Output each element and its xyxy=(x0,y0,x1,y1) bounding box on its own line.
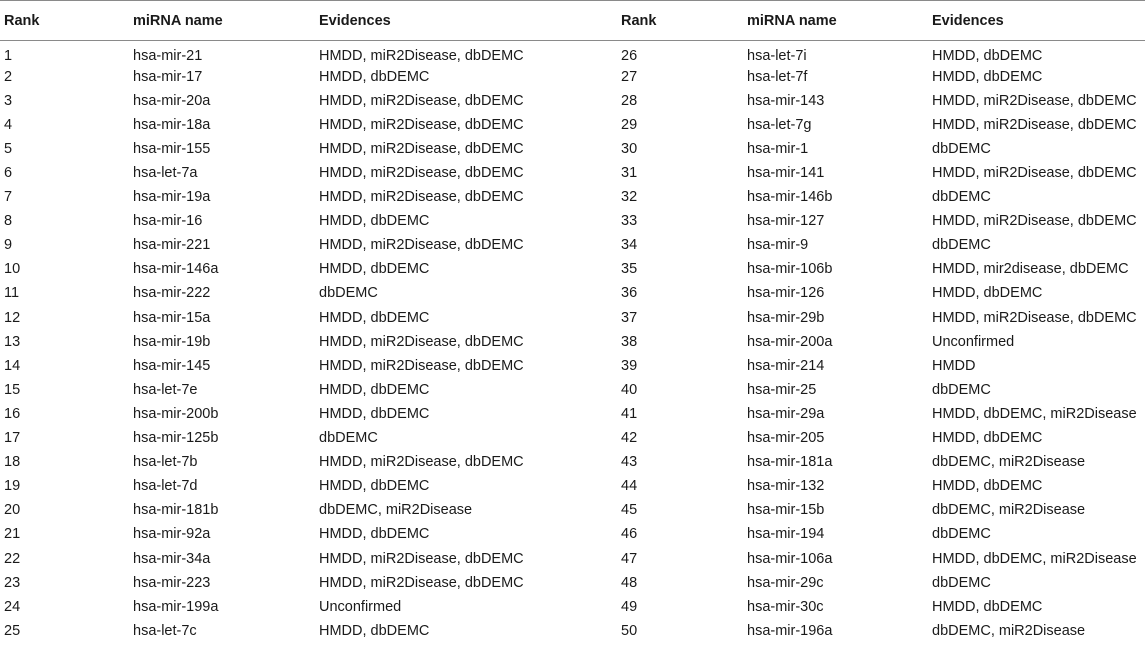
mirna-name-cell: hsa-let-7c xyxy=(133,622,197,639)
table-row xyxy=(0,185,1145,209)
evidences-cell: HMDD, dbDEMC xyxy=(319,381,430,398)
table-row xyxy=(0,113,1145,137)
mirna-name-cell: hsa-mir-29b xyxy=(747,309,825,326)
rank-cell: 35 xyxy=(621,261,638,278)
table-header xyxy=(0,1,1145,41)
evidences-cell: HMDD, miR2Disease, dbDEMC xyxy=(319,237,524,254)
mirna-name-cell: hsa-let-7e xyxy=(133,381,198,398)
table-row xyxy=(0,619,1145,643)
header-row xyxy=(0,1,1145,41)
rank-cell: 4 xyxy=(4,116,13,133)
mirna-name-cell: hsa-mir-106a xyxy=(747,550,833,567)
mirna-name-cell: hsa-mir-15a xyxy=(133,309,211,326)
table-row xyxy=(0,595,1145,619)
rank-cell: 30 xyxy=(621,140,638,157)
evidences-cell: HMDD, miR2Disease, dbDEMC xyxy=(932,165,1137,182)
mirna-name-cell: hsa-mir-214 xyxy=(747,357,825,374)
evidences-cell: HMDD, dbDEMC, miR2Disease xyxy=(932,550,1137,567)
mirna-name-cell: hsa-mir-126 xyxy=(747,285,825,302)
rank-cell: 39 xyxy=(621,357,638,374)
rank-cell: 32 xyxy=(621,189,638,206)
rank-cell: 40 xyxy=(621,381,638,398)
table-row xyxy=(0,330,1145,354)
table-row xyxy=(0,522,1145,546)
rank-cell: 34 xyxy=(621,237,638,254)
mirna-name-cell: hsa-let-7f xyxy=(747,68,808,85)
rank-cell: 8 xyxy=(4,213,13,230)
evidences-cell: dbDEMC xyxy=(932,574,991,591)
rank-cell: 43 xyxy=(621,454,638,471)
table-row xyxy=(0,402,1145,426)
table-row xyxy=(0,571,1145,595)
evidences-cell: HMDD, miR2Disease, dbDEMC xyxy=(319,92,524,109)
header-mirna-name-left: miRNA name xyxy=(129,1,315,41)
evidences-cell: HMDD, dbDEMC xyxy=(319,405,430,422)
evidences-cell: Unconfirmed xyxy=(932,333,1015,350)
evidences-cell: HMDD, dbDEMC xyxy=(932,68,1043,85)
mirna-name-cell: hsa-mir-19b xyxy=(133,333,211,350)
mirna-name-cell: hsa-mir-25 xyxy=(747,381,817,398)
rank-cell: 2 xyxy=(4,68,13,85)
rank-cell: 13 xyxy=(4,333,21,350)
mirna-name-cell: hsa-mir-155 xyxy=(133,140,211,157)
evidences-cell: HMDD, dbDEMC xyxy=(932,430,1043,447)
rank-cell: 3 xyxy=(4,92,13,109)
evidences-cell: dbDEMC xyxy=(932,526,991,543)
rank-cell: 12 xyxy=(4,309,21,326)
rank-cell: 31 xyxy=(621,165,638,182)
evidences-cell: Unconfirmed xyxy=(319,598,402,615)
mirna-name-cell: hsa-mir-18a xyxy=(133,116,211,133)
evidences-cell: HMDD, dbDEMC xyxy=(319,213,430,230)
rank-cell: 48 xyxy=(621,574,638,591)
evidences-cell: HMDD, miR2Disease, dbDEMC xyxy=(319,550,524,567)
evidences-cell: HMDD, miR2Disease, dbDEMC xyxy=(319,140,524,157)
rank-cell: 37 xyxy=(621,309,638,326)
rank-cell: 22 xyxy=(4,550,21,567)
rank-cell: 1 xyxy=(4,47,13,64)
table-row xyxy=(0,137,1145,161)
header-evidences-right: Evidences xyxy=(928,1,1145,41)
evidences-cell: HMDD, miR2Disease, dbDEMC xyxy=(319,574,524,591)
evidences-cell: HMDD, miR2Disease, dbDEMC xyxy=(319,357,524,374)
evidences-cell: HMDD, dbDEMC xyxy=(319,526,430,543)
evidences-cell: HMDD, miR2Disease, dbDEMC xyxy=(319,116,524,133)
evidences-cell: HMDD, miR2Disease, dbDEMC xyxy=(932,213,1137,230)
mirna-name-cell: hsa-mir-132 xyxy=(747,478,825,495)
rank-cell: 46 xyxy=(621,526,638,543)
evidences-cell: dbDEMC, miR2Disease xyxy=(319,502,473,519)
mirna-name-cell: hsa-mir-223 xyxy=(133,574,211,591)
rank-cell: 14 xyxy=(4,357,21,374)
header-mirna-name-right: miRNA name xyxy=(743,1,928,41)
evidences-cell: dbDEMC xyxy=(932,381,991,398)
table-row xyxy=(0,65,1145,89)
mirna-name-cell: hsa-mir-92a xyxy=(133,526,211,543)
rank-cell: 44 xyxy=(621,478,638,495)
evidences-cell: HMDD, dbDEMC xyxy=(319,261,430,278)
evidences-cell: HMDD, dbDEMC, miR2Disease xyxy=(932,405,1137,422)
header-rank-left: Rank xyxy=(0,1,129,41)
rank-cell: 24 xyxy=(4,598,21,615)
rank-cell: 7 xyxy=(4,189,13,206)
evidences-cell: HMDD, dbDEMC xyxy=(932,478,1043,495)
rank-cell: 41 xyxy=(621,405,638,422)
mirna-name-cell: hsa-mir-19a xyxy=(133,189,211,206)
rank-cell: 5 xyxy=(4,140,13,157)
mirna-name-cell: hsa-mir-194 xyxy=(747,526,825,543)
mirna-name-cell: hsa-let-7d xyxy=(133,478,198,495)
evidences-cell: HMDD, miR2Disease, dbDEMC xyxy=(319,189,524,206)
table-row xyxy=(0,426,1145,450)
table-row xyxy=(0,498,1145,522)
mirna-name-cell: hsa-let-7a xyxy=(133,165,198,182)
evidences-cell: HMDD, miR2Disease, dbDEMC xyxy=(932,92,1137,109)
mirna-name-cell: hsa-let-7i xyxy=(747,47,807,64)
rank-cell: 25 xyxy=(4,622,21,639)
rank-cell: 18 xyxy=(4,454,21,471)
rank-cell: 28 xyxy=(621,92,638,109)
mirna-name-cell: hsa-mir-146a xyxy=(133,261,219,278)
mirna-name-cell: hsa-mir-141 xyxy=(747,165,825,182)
table-row xyxy=(0,354,1145,378)
header-evidences-left: Evidences xyxy=(315,1,617,41)
rank-cell: 16 xyxy=(4,405,21,422)
rank-cell: 33 xyxy=(621,213,638,230)
rank-cell: 29 xyxy=(621,116,638,133)
mirna-name-cell: hsa-mir-196a xyxy=(747,622,833,639)
table-row xyxy=(0,41,1145,65)
mirna-name-cell: hsa-mir-221 xyxy=(133,237,211,254)
rank-cell: 36 xyxy=(621,285,638,302)
evidences-cell: HMDD, dbDEMC xyxy=(319,622,430,639)
evidences-cell: HMDD, dbDEMC xyxy=(932,285,1043,302)
rank-cell: 20 xyxy=(4,502,21,519)
evidences-cell: HMDD, miR2Disease, dbDEMC xyxy=(319,47,524,64)
mirna-name-cell: hsa-mir-205 xyxy=(747,430,825,447)
evidences-cell: HMDD, dbDEMC xyxy=(319,478,430,495)
rank-cell: 6 xyxy=(4,165,13,182)
rank-cell: 19 xyxy=(4,478,21,495)
table-row xyxy=(0,89,1145,113)
evidences-cell: dbDEMC xyxy=(932,189,991,206)
rank-cell: 17 xyxy=(4,430,21,447)
evidences-cell: dbDEMC xyxy=(932,140,991,157)
mirna-name-cell: hsa-mir-200a xyxy=(747,333,833,350)
mirna-name-cell: hsa-mir-181a xyxy=(747,454,833,471)
evidences-cell: HMDD, dbDEMC xyxy=(932,47,1043,64)
rank-cell: 15 xyxy=(4,381,21,398)
evidences-cell: HMDD, miR2Disease, dbDEMC xyxy=(319,165,524,182)
table-row xyxy=(0,378,1145,402)
table-row xyxy=(0,257,1145,281)
evidences-cell: HMDD, dbDEMC xyxy=(932,598,1043,615)
rank-cell: 26 xyxy=(621,47,638,64)
rank-cell: 10 xyxy=(4,261,21,278)
evidences-cell: HMDD, mir2disease, dbDEMC xyxy=(932,261,1129,278)
mirna-name-cell: hsa-mir-16 xyxy=(133,213,203,230)
mirna-name-cell: hsa-mir-30c xyxy=(747,598,824,615)
evidences-cell: HMDD xyxy=(932,357,976,374)
rank-cell: 27 xyxy=(621,68,638,85)
mirna-name-cell: hsa-mir-145 xyxy=(133,357,211,374)
mirna-name-cell: hsa-mir-29c xyxy=(747,574,824,591)
evidences-cell: HMDD, miR2Disease, dbDEMC xyxy=(932,116,1137,133)
evidences-cell: HMDD, dbDEMC xyxy=(319,68,430,85)
table-row xyxy=(0,161,1145,185)
mirna-name-cell: hsa-mir-21 xyxy=(133,47,203,64)
evidences-cell: dbDEMC, miR2Disease xyxy=(932,622,1086,639)
mirna-name-cell: hsa-mir-143 xyxy=(747,92,825,109)
header-rank-right: Rank xyxy=(617,1,743,41)
mirna-name-cell: hsa-mir-20a xyxy=(133,92,211,109)
table-row xyxy=(0,209,1145,233)
mirna-name-cell: hsa-let-7b xyxy=(133,454,198,471)
evidences-cell: HMDD, miR2Disease, dbDEMC xyxy=(319,454,524,471)
mirna-name-cell: hsa-mir-222 xyxy=(133,285,211,302)
evidences-cell: dbDEMC xyxy=(319,430,378,447)
rank-cell: 11 xyxy=(4,285,20,302)
evidences-cell: HMDD, dbDEMC xyxy=(319,309,430,326)
rank-cell: 42 xyxy=(621,430,638,447)
rank-cell: 47 xyxy=(621,550,638,567)
rank-cell: 9 xyxy=(4,237,13,254)
table-row xyxy=(0,306,1145,330)
mirna-name-cell: hsa-mir-34a xyxy=(133,550,211,567)
rank-cell: 50 xyxy=(621,622,638,639)
rank-cell: 23 xyxy=(4,574,21,591)
rank-cell: 38 xyxy=(621,333,638,350)
mirna-name-cell: hsa-mir-1 xyxy=(747,140,809,157)
table-row xyxy=(0,474,1145,498)
mirna-name-cell: hsa-mir-199a xyxy=(133,598,219,615)
evidences-cell: dbDEMC, miR2Disease xyxy=(932,502,1086,519)
evidences-cell: dbDEMC, miR2Disease xyxy=(932,454,1086,471)
evidences-cell: HMDD, miR2Disease, dbDEMC xyxy=(932,309,1137,326)
table-row xyxy=(0,233,1145,257)
mirna-name-cell: hsa-mir-181b xyxy=(133,502,219,519)
mirna-name-cell: hsa-mir-200b xyxy=(133,405,219,422)
mirna-name-cell: hsa-mir-29a xyxy=(747,405,825,422)
rank-cell: 45 xyxy=(621,502,638,519)
evidences-cell: dbDEMC xyxy=(319,285,378,302)
mirna-name-cell: hsa-mir-125b xyxy=(133,430,219,447)
table-row xyxy=(0,450,1145,474)
rank-cell: 49 xyxy=(621,598,638,615)
mirna-name-cell: hsa-mir-106b xyxy=(747,261,833,278)
table-row xyxy=(0,281,1145,305)
table-row xyxy=(0,546,1145,570)
mirna-name-cell: hsa-mir-146b xyxy=(747,189,833,206)
evidences-cell: dbDEMC xyxy=(932,237,991,254)
mirna-name-cell: hsa-mir-127 xyxy=(747,213,825,230)
evidences-cell: HMDD, miR2Disease, dbDEMC xyxy=(319,333,524,350)
rank-cell: 21 xyxy=(4,526,21,543)
mirna-name-cell: hsa-mir-9 xyxy=(747,237,809,254)
mirna-name-cell: hsa-mir-15b xyxy=(747,502,825,519)
mirna-name-cell: hsa-mir-17 xyxy=(133,68,203,85)
mirna-name-cell: hsa-let-7g xyxy=(747,116,812,133)
table-body xyxy=(0,41,1145,643)
